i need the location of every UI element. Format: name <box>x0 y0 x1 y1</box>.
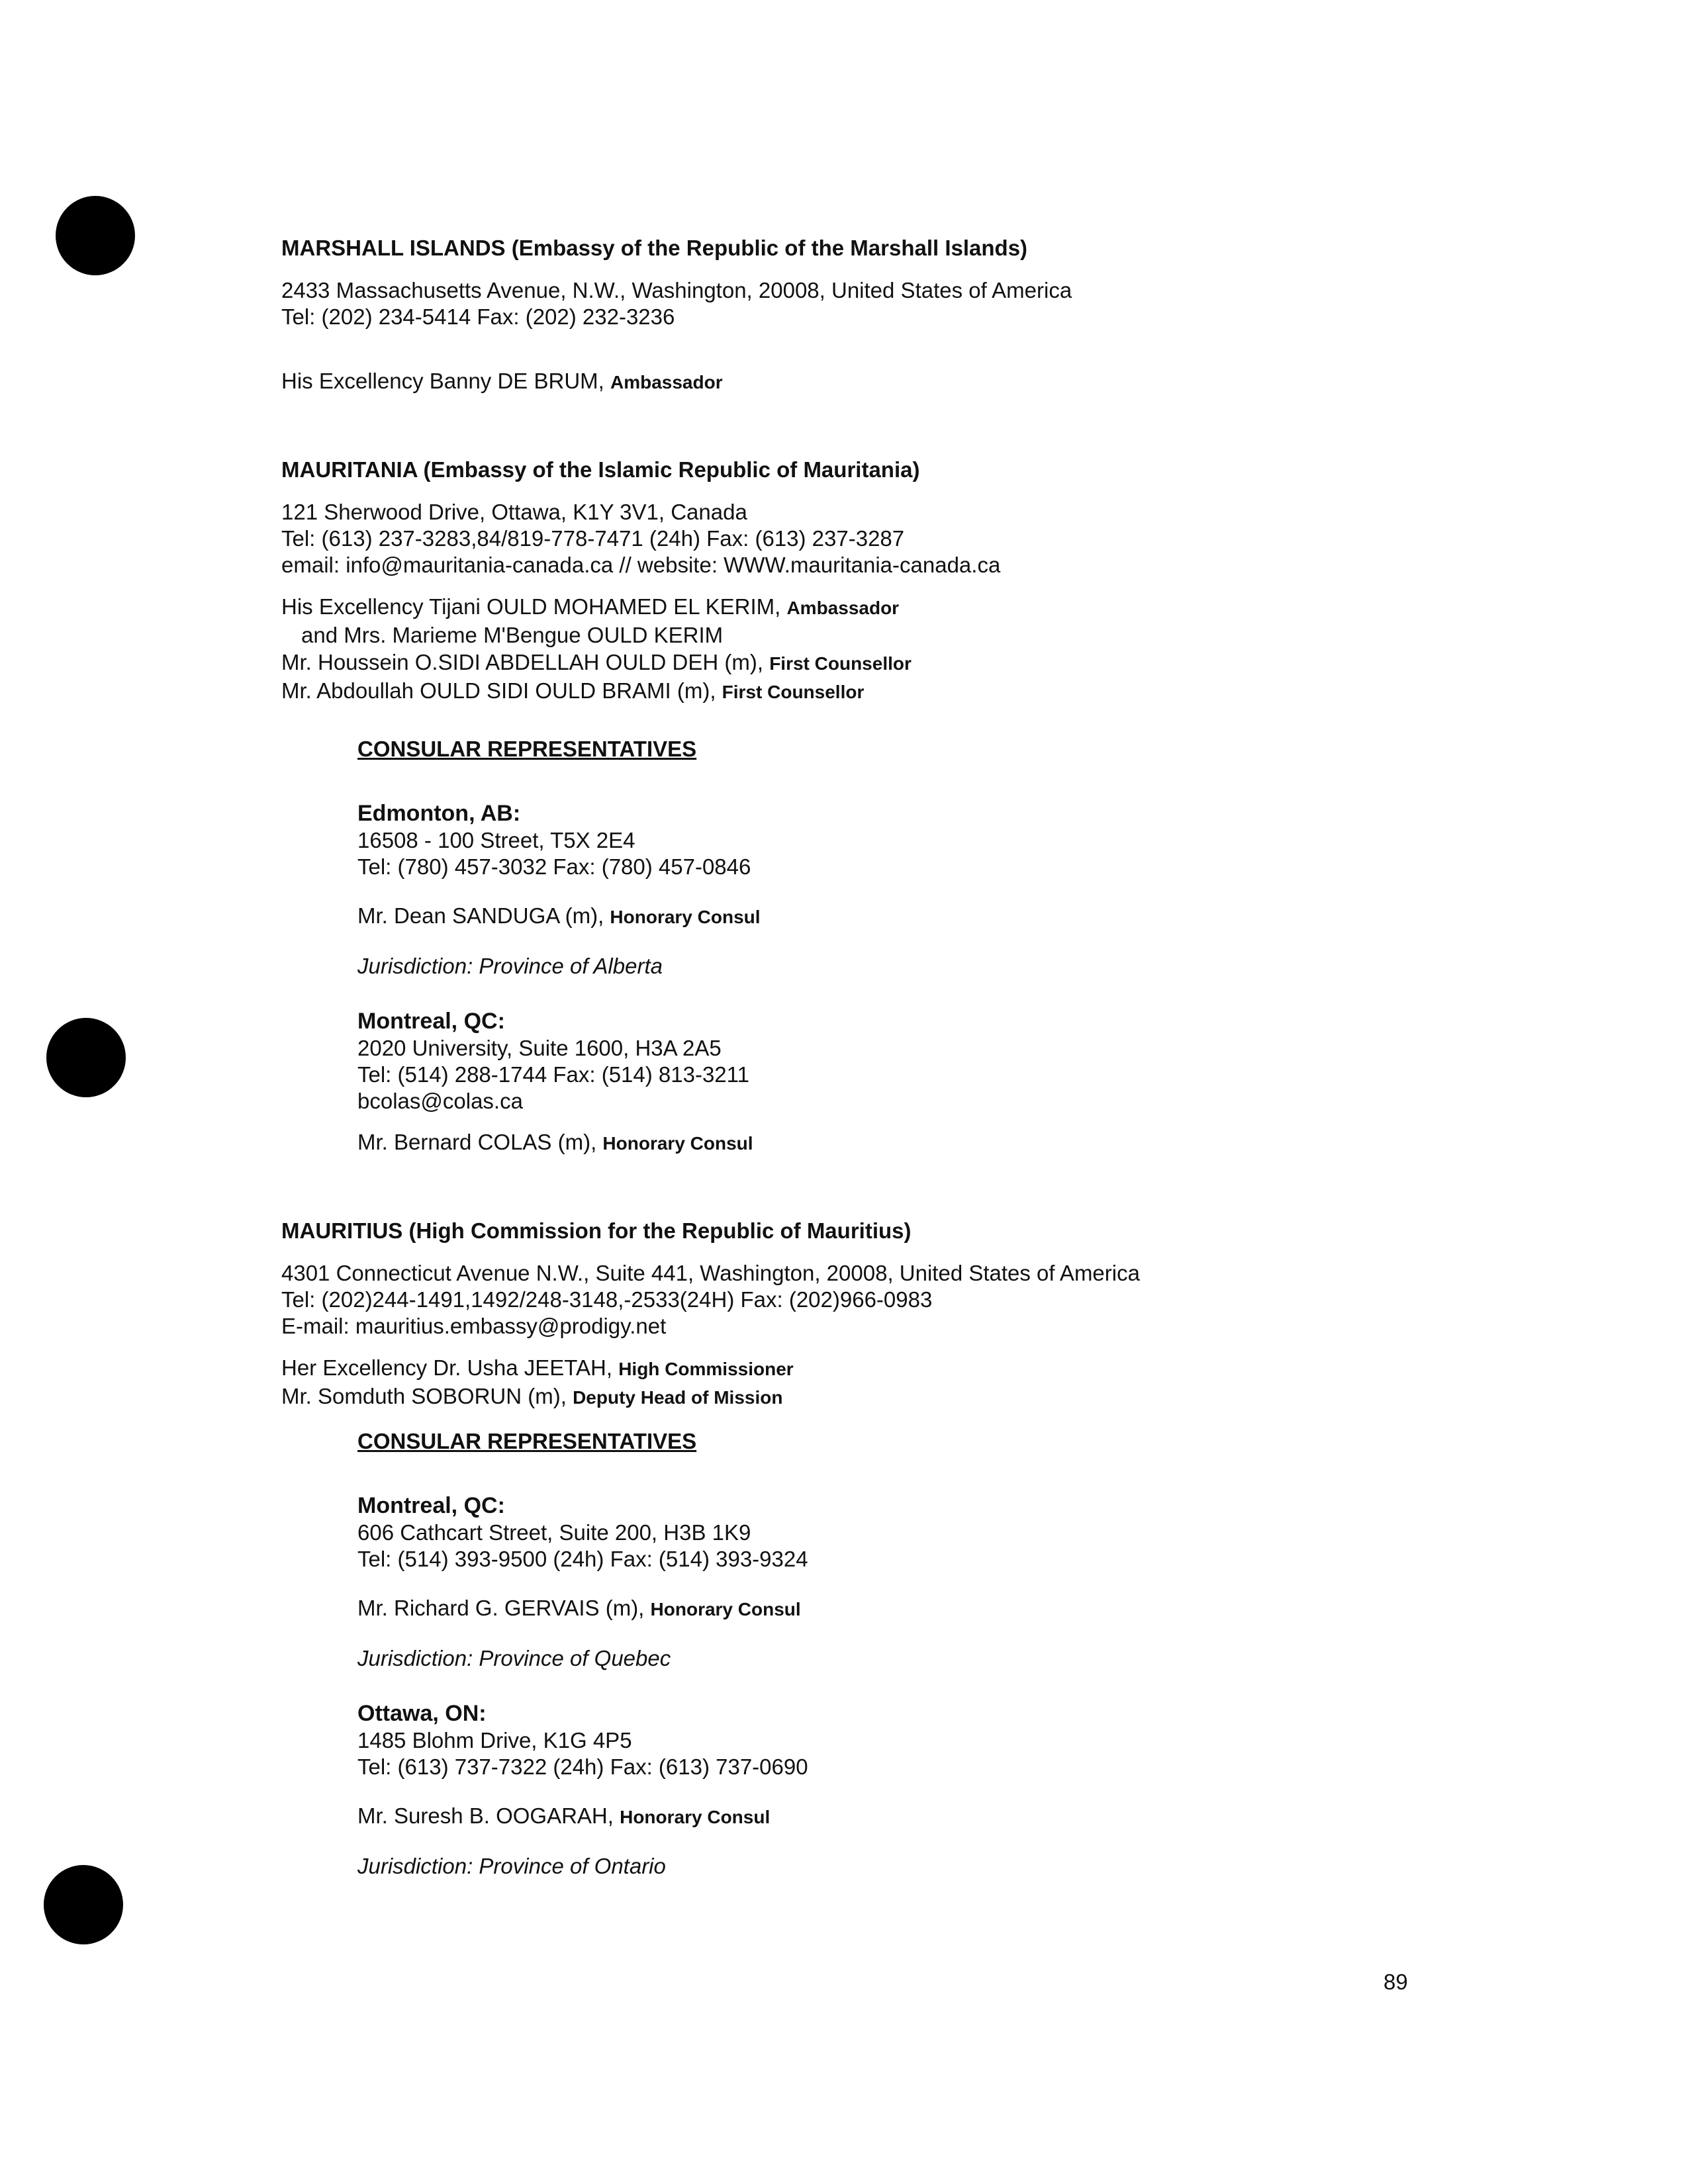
consular-office-edmonton <box>357 799 1539 979</box>
consular-heading: CONSULAR REPRESENTATIVES <box>357 1429 697 1453</box>
office-address <box>357 827 1539 880</box>
staff-name: His Excellency Tijani OULD MOHAMED EL KERIM, <box>281 594 787 619</box>
office-contact <box>357 1803 1539 1831</box>
consular-office-montreal <box>357 1492 1539 1672</box>
directory-page <box>281 235 1539 1880</box>
contact-name: Mr. Suresh B. OOGARAH, <box>357 1803 620 1828</box>
office-address <box>357 1035 1539 1115</box>
country-heading: MARSHALL ISLANDS (Embassy of the Republic of the Marshall Islands) <box>281 236 1028 260</box>
contact-name: Mr. Dean SANDUGA (m), <box>357 903 610 928</box>
staff-list <box>281 1354 1539 1411</box>
address-block <box>281 499 1539 578</box>
consular-heading: CONSULAR REPRESENTATIVES <box>357 737 697 761</box>
consular-section <box>357 1428 1539 1880</box>
staff-list <box>281 367 1539 396</box>
address-line: 4301 Connecticut Avenue N.W., Suite 441, Washington, 20008, United States of America <box>281 1261 1140 1285</box>
address-block <box>281 1260 1539 1340</box>
office-city: Montreal, QC: <box>357 1493 505 1518</box>
staff-member <box>281 593 1539 621</box>
staff-member <box>281 677 1539 705</box>
staff-member <box>281 649 1539 677</box>
contact-name: Mr. Richard G. GERVAIS (m), <box>357 1596 651 1620</box>
office-jurisdiction: Jurisdiction: Province of Quebec <box>357 1646 671 1670</box>
contact-title: Honorary Consul <box>650 1599 801 1619</box>
phone-line: Tel: (780) 457-3032 Fax: (780) 457-0846 <box>357 854 751 879</box>
office-city: Montreal, QC: <box>357 1009 505 1034</box>
country-entry-marshall-islands <box>281 235 1539 396</box>
country-heading: MAURITIUS (High Commission for the Republic of Mauritius) <box>281 1218 912 1243</box>
staff-member <box>281 621 1539 649</box>
office-address <box>357 1520 1539 1572</box>
office-contact <box>357 1595 1539 1623</box>
office-contact <box>357 1129 1539 1157</box>
email-line: E-mail: mauritius.embassy@prodigy.net <box>281 1314 667 1338</box>
phone-line: Tel: (514) 288-1744 Fax: (514) 813-3211 <box>357 1062 749 1087</box>
contact-name: Mr. Bernard COLAS (m), <box>357 1130 603 1154</box>
contact-title: Honorary Consul <box>602 1133 753 1154</box>
address-line: 1485 Blohm Drive, K1G 4P5 <box>357 1728 632 1752</box>
staff-name: His Excellency Banny DE BRUM, <box>281 369 610 393</box>
staff-name: and Mrs. Marieme M'Bengue OULD KERIM <box>301 623 724 647</box>
staff-member <box>281 1354 1539 1383</box>
binder-hole <box>56 196 135 275</box>
country-heading: MAURITANIA (Embassy of the Islamic Republic of Mauritania) <box>281 457 920 482</box>
staff-list <box>281 593 1539 705</box>
address-line: 16508 - 100 Street, T5X 2E4 <box>357 828 635 852</box>
staff-title: Deputy Head of Mission <box>573 1387 783 1408</box>
email-line: bcolas@colas.ca <box>357 1089 523 1113</box>
phone-line: Tel: (514) 393-9500 (24h) Fax: (514) 393-9324 <box>357 1547 808 1571</box>
office-jurisdiction: Jurisdiction: Province of Alberta <box>357 954 663 978</box>
address-line: 2433 Massachusetts Avenue, N.W., Washington, 20008, United States of America <box>281 278 1072 302</box>
binder-hole <box>44 1865 123 1944</box>
office-city: Ottawa, ON: <box>357 1701 487 1726</box>
phone-line: Tel: (202) 234-5414 Fax: (202) 232-3236 <box>281 304 675 329</box>
phone-line: Tel: (613) 737-7322 (24h) Fax: (613) 737-0690 <box>357 1754 808 1779</box>
email-line: email: info@mauritania-canada.ca // website: WWW.mauritania-canada.ca <box>281 553 1001 577</box>
staff-title: High Commissioner <box>618 1359 794 1379</box>
address-line: 2020 University, Suite 1600, H3A 2A5 <box>357 1036 722 1060</box>
binder-hole <box>46 1018 126 1097</box>
contact-title: Honorary Consul <box>620 1807 771 1827</box>
staff-member <box>281 1383 1539 1411</box>
address-block <box>281 277 1539 330</box>
country-entry-mauritania <box>281 457 1539 1157</box>
staff-name: Mr. Houssein O.SIDI ABDELLAH OULD DEH (m), <box>281 650 770 674</box>
contact-title: Honorary Consul <box>610 907 761 927</box>
staff-title: Ambassador <box>786 598 900 618</box>
staff-title: First Counsellor <box>722 682 865 702</box>
country-entry-mauritius <box>281 1218 1539 1880</box>
phone-line: Tel: (613) 237-3283,84/819-778-7471 (24h) Fax: (613) 237-3287 <box>281 526 905 551</box>
consular-office-ottawa <box>357 1700 1539 1880</box>
consular-section <box>357 736 1539 1157</box>
address-line: 121 Sherwood Drive, Ottawa, K1Y 3V1, Canada <box>281 500 747 524</box>
office-city: Edmonton, AB: <box>357 801 521 826</box>
staff-name: Mr. Abdoullah OULD SIDI OULD BRAMI (m), <box>281 678 722 703</box>
office-jurisdiction: Jurisdiction: Province of Ontario <box>357 1854 666 1878</box>
page-number: 89 <box>1383 1970 1408 1994</box>
staff-title: Ambassador <box>610 372 723 392</box>
address-line: 606 Cathcart Street, Suite 200, H3B 1K9 <box>357 1520 751 1545</box>
office-address <box>357 1727 1539 1780</box>
staff-name: Her Excellency Dr. Usha JEETAH, <box>281 1355 619 1380</box>
staff-member <box>281 367 1539 396</box>
office-contact <box>357 903 1539 931</box>
consular-office-montreal <box>357 1007 1539 1157</box>
staff-name: Mr. Somduth SOBORUN (m), <box>281 1384 573 1408</box>
phone-line: Tel: (202)244-1491,1492/248-3148,-2533(24H) Fax: (202)966-0983 <box>281 1287 933 1312</box>
staff-title: First Counsellor <box>769 653 912 674</box>
